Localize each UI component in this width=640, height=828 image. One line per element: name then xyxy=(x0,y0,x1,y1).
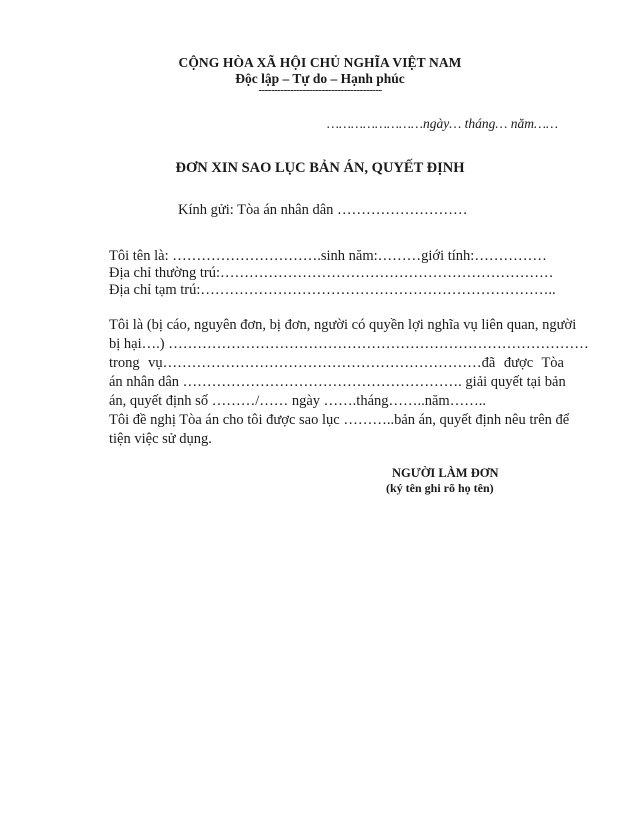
statement-line: Tôi là (bị cáo, nguyên đơn, bị đơn, người có quyền lợi nghĩa vụ liên quan, người xyxy=(109,317,577,333)
national-title: CỘNG HÒA XÃ HỘI CHỦ NGHĨA VIỆT NAM xyxy=(178,55,462,70)
statement-line: án, quyết định số ………/…… ngày …….tháng……..năm…….. xyxy=(109,393,486,409)
request-paragraph xyxy=(109,411,570,449)
statement-paragraph xyxy=(109,316,589,411)
request-line: Tôi đề nghị Tòa án cho tôi được sao lục ………..bản án, quyết định nêu trên để xyxy=(109,412,570,428)
permanent-address-line: Địa chỉ thường trú:…………………………………………………………… xyxy=(109,265,554,281)
name-line: Tôi tên là: ………………………….sinh năm:………giới tính:…………… xyxy=(109,248,547,264)
date-line: ……………………ngày… tháng… năm…… xyxy=(326,116,558,131)
header-separator: --------------------------------------- xyxy=(258,84,382,96)
recipient-line: Kính gửi: Tòa án nhân dân ……………………… xyxy=(178,202,468,218)
statement-line: án nhân dân …………………………………………………. giải quyết tại bản xyxy=(109,374,566,390)
signer-note: (ký tên ghi rõ họ tên) xyxy=(386,481,494,495)
statement-line: bị hại….) …………………………………………………………………………… xyxy=(109,336,589,352)
document-title: ĐƠN XIN SAO LỤC BẢN ÁN, QUYẾT ĐỊNH xyxy=(175,160,465,176)
signer-label: NGƯỜI LÀM ĐƠN xyxy=(392,466,499,480)
statement-line: trong vụ…………………………………………………………đã được Tòa xyxy=(109,355,564,371)
national-motto: Độc lập – Tự do – Hạnh phúc xyxy=(235,71,405,86)
request-line: tiện việc sử dụng. xyxy=(109,431,212,447)
temporary-address-line: Địa chỉ tạm trú:……………………………………………………………….. xyxy=(109,282,556,298)
